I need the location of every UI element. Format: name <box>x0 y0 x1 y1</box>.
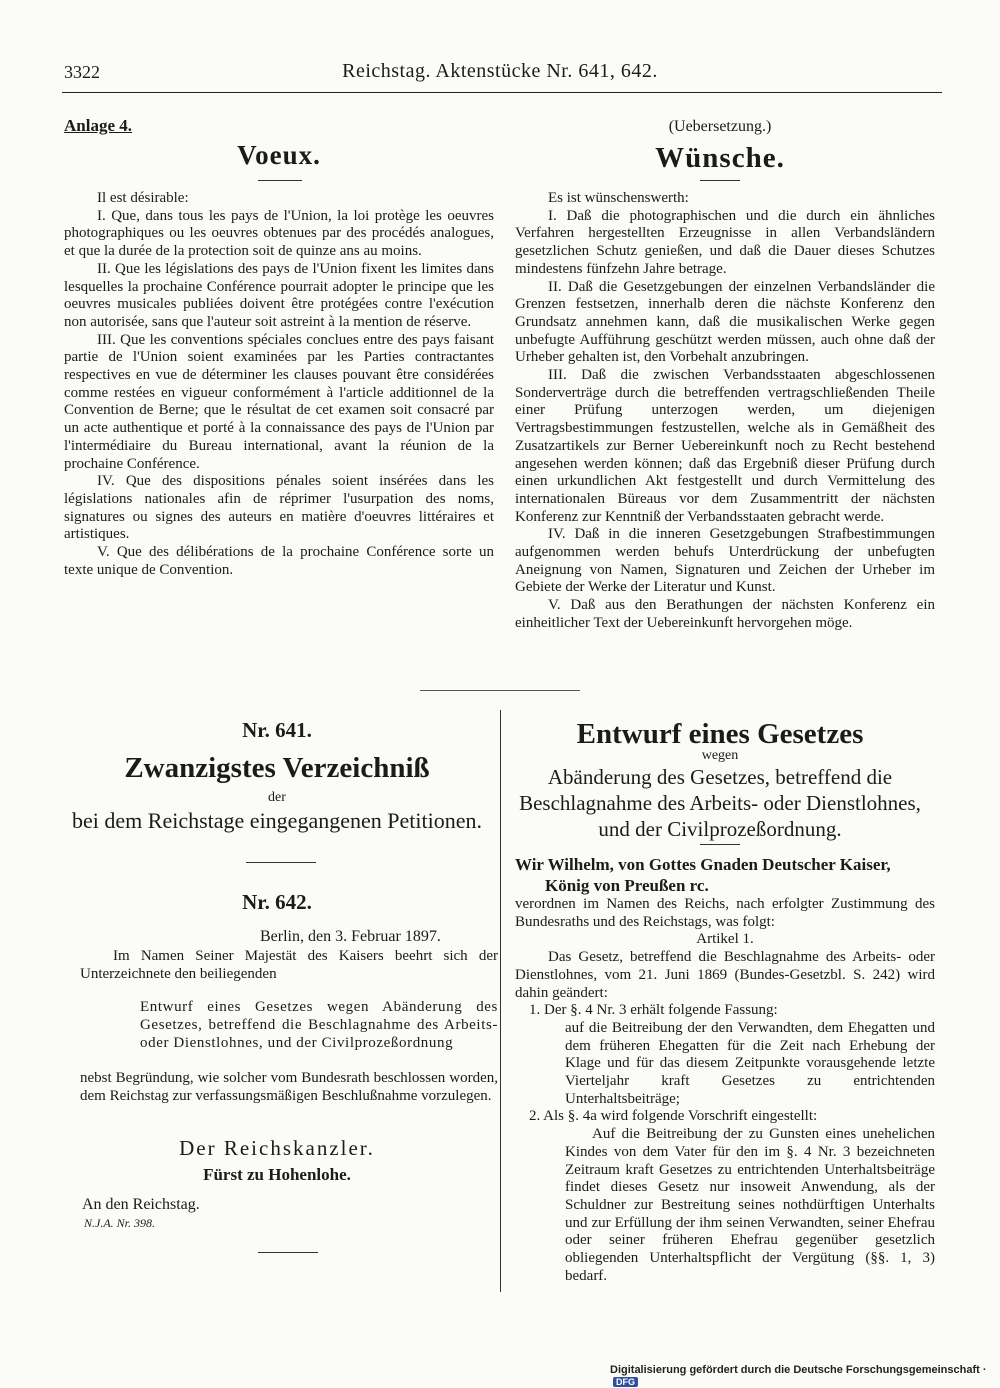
reference-number: N.J.A. Nr. 398. <box>84 1216 156 1230</box>
french-title: Voeux. <box>237 140 321 170</box>
french-paragraph: II. Que les législations des pays de l'Union fixent les limites dans lesquelles la prochaine Conférence pourrait adopter le principe que les oeuvres musicales publiées doivent être protégées contre l'exécution non autorisée, sans que l'auteur soit astreint à la mention de réserve. <box>64 260 494 330</box>
nr642-body-text: nebst Begründung, wie solcher vom Bundesrath beschlossen worden, dem Reichstag zur verfassungsmäßigen Beschlußnahme vorzulegen. <box>80 1070 498 1104</box>
french-paragraph: III. Que les conventions spéciales conclues entre des pays faisant partie de l'Union soient examinées par les Parties contractantes respectives en vue de déterminer les clauses pouvant être considérées comme restées en vigueur conformément à l'article additionnel de la Convention de Berne; que le résultat de cet examen soit consacré par un acte authentique et porté à la connaissance des pays de l'Union par l'intermédiaire du Bureau international, avant la réunion de la prochaine Conférence. <box>64 331 494 472</box>
german-intro: Es ist wünschenswerth: <box>548 190 689 206</box>
german-paragraph: V. Daß aus den Berathungen der nächsten Konferenz ein einheitlicher Text der Uebereinkunft hervorgehen möge. <box>515 597 935 631</box>
german-title-rule <box>700 180 740 181</box>
german-paragraph: IV. Daß in die inneren Gesetzgebungen Strafbestimmungen aufgenommen werden behufs Unterdrückung der unbefugten Aneignung von Namen, Signaturen und Zeichen der Urheber im Gebiete der Werke der Literatur und Kunst. <box>515 526 935 596</box>
nr642-body-text: Im Namen Seiner Majestät des Kaisers beehrt sich der Unterzeichnete den beiliegenden <box>80 948 498 982</box>
entwurf-wegen: wegen <box>701 748 739 763</box>
footer-credit <box>610 1364 1000 1388</box>
entwurf-subtitle: Abänderung des Gesetzes, betreffend die Beschlagnahme des Arbeits- oder Dienstlohnes, und der Civilprozeßordnung. <box>519 765 921 841</box>
nr642-body-continued <box>80 1070 498 1105</box>
column-divider <box>500 710 501 1292</box>
header-rule <box>62 92 942 93</box>
addressee: An den Reichstag. <box>82 1196 200 1213</box>
nr641-title: Zwanzigstes Verzeichniß <box>124 752 430 784</box>
nr642-dateline: Berlin, den 3. Februar 1897. <box>260 928 441 945</box>
item-1-text: auf die Beitreibung der den Verwandten, dem Ehegatten und dem früheren Ehegatten für die Zeit nach Erhebung der Klage und für das diesem Zeitpunkte vorausgehende letzte Vierteljahr kraft Gesetzes zu entrichtenden Unterhaltsbeiträge; <box>565 1019 935 1107</box>
enacting-formula-king: König von Preußen rc. <box>545 876 709 895</box>
french-paragraph: I. Que, dans tous les pays de l'Union, la loi protège les oeuvres photographiques ou les oeuvres obtenues par des procédés analogues, et que la durée de la protection soit de quinze ans au moins. <box>64 207 494 260</box>
artikel-text: Das Gesetz, betreffend die Beschlagnahme des Arbeits- oder Dienstlohnes, vom 21. Juni 1869 (Bundes-Gesetzbl. S. 242) wird dahin geändert: <box>515 949 935 1001</box>
nr641-der: der <box>268 790 286 805</box>
translation-note: (Uebersetzung.) <box>668 118 772 135</box>
artikel-heading: Artikel 1. <box>696 931 754 948</box>
french-paragraph: V. Que des délibérations de la prochaine Conférence sorte un texte unique de Convention. <box>64 544 494 578</box>
item-2-heading: 2. Als §. 4a wird folgende Vorschrift eingestellt: <box>529 1108 818 1125</box>
item-1-heading: 1. Der §. 4 Nr. 3 erhält folgende Fassung: <box>529 1002 778 1019</box>
entwurf-title-rule <box>700 844 740 845</box>
enacting-formula: Wir Wilhelm, von Gottes Gnaden Deutscher Kaiser, <box>515 855 891 874</box>
german-paragraph: II. Daß die Gesetzgebungen der einzelnen Verbandsländer die Grenzen festsetzen, innerhalb deren die nächste Konferenz den Grundsatz annehmen kann, daß die musikalischen Werke gegen unbefugte Aufführung geschützt werden müssen, auch ohne daß der Urheber gehalten ist, den Vorbehalt anzubringen. <box>515 278 935 366</box>
item-2-text: Auf die Beitreibung der zu Gunsten eines unehelichen Kindes von dem Vater für den im §. 4 Nr. 3 bezeichneten Zeitraum kraft Gesetzes zu entrichtenden Unterhaltsbeiträge findet dieses Gesetz nur insoweit Anwendung, als der Schuldner zur Bestreitung seines nothdürftigen Unterhalts und zur Erfüllung der ihm seinen Verwandten, seiner Ehefrau oder seiner früheren Ehefrau gegenüber gesetzlich obliegenden Unterhaltspflicht der Vergütung (§§. 1, 3) bedarf. <box>565 1126 935 1284</box>
section-divider <box>420 690 580 691</box>
nr642-number: Nr. 642. <box>242 890 312 914</box>
entwurf-verordnen: verordnen im Namen des Reichs, nach erfolgter Zustimmung des Bundesraths und des Reichstags, was folgt: <box>515 896 935 930</box>
running-header: Reichstag. Aktenstücke Nr. 641, 642. <box>342 60 658 82</box>
signer-title: Der Reichskanzler. <box>179 1136 375 1160</box>
nr642-quoted-title: Entwurf eines Gesetzes wegen Abänderung des Gesetzes, betreffend die Beschlagnahme des Arbeits- oder Dienstlohnes, und der Civilprozeßordnung <box>140 999 498 1051</box>
nr641-subtitle: bei dem Reichstage eingegangenen Petitionen. <box>72 808 482 833</box>
german-column <box>515 190 935 633</box>
nr642-body <box>80 948 498 983</box>
anlage-label: Anlage 4. <box>64 116 132 135</box>
signer-name: Fürst zu Hohenlohe. <box>203 1165 351 1184</box>
french-column <box>64 190 494 579</box>
german-paragraph: I. Daß die photographischen und die durch ein ähnliches Verfahren hergestellten Erzeugnisse in allen Verbandsländern gesetzlichen Schutz genießen, und daß die Dauer dieses Schutzes mindestens fünfzehn Jahre betrage. <box>515 207 935 277</box>
dfg-logo-icon: DFG <box>613 1377 638 1387</box>
german-title: Wünsche. <box>655 142 785 174</box>
nr641-rule <box>246 862 316 863</box>
entwurf-title: Entwurf eines Gesetzes <box>576 718 864 750</box>
nr642-end-rule <box>258 1252 318 1253</box>
french-title-rule <box>258 180 302 181</box>
footer-text: Digitalisierung gefördert durch die Deutsche Forschungsgemeinschaft · <box>610 1364 987 1376</box>
nr641-number: Nr. 641. <box>242 718 312 742</box>
french-paragraph: IV. Que des dispositions pénales soient insérées dans les législations nationales afin de réprimer l'usurpation des noms, signatures ou signes des auteurs en matière d'oeuvres littéraires et artistiques. <box>64 473 494 543</box>
page-number: 3322 <box>64 62 100 82</box>
entwurf-body <box>515 896 935 1285</box>
german-paragraph: III. Daß die zwischen Verbandsstaaten abgeschlossenen Sonderverträge durch die betreffenden vertragschließenden Theile einer Prüfung unterzogen werden, um diejenigen Vertragsbestimmungen festzustellen, welche als in Gemäßheit des Zusatzartikels zur Berner Uebereinkunft noch zu Recht bestehend angesehen werden können; daß das Ergebniß dieser Prüfung durch einen urkundlichen Akt festgestellt und durch Vermittelung des internationalen Büreaus vor dem Zusammentritt der nächsten Konferenz zur Kenntniß der Verbandsstaaten gebracht werde. <box>515 367 935 525</box>
french-intro: Il est désirable: <box>97 190 189 206</box>
